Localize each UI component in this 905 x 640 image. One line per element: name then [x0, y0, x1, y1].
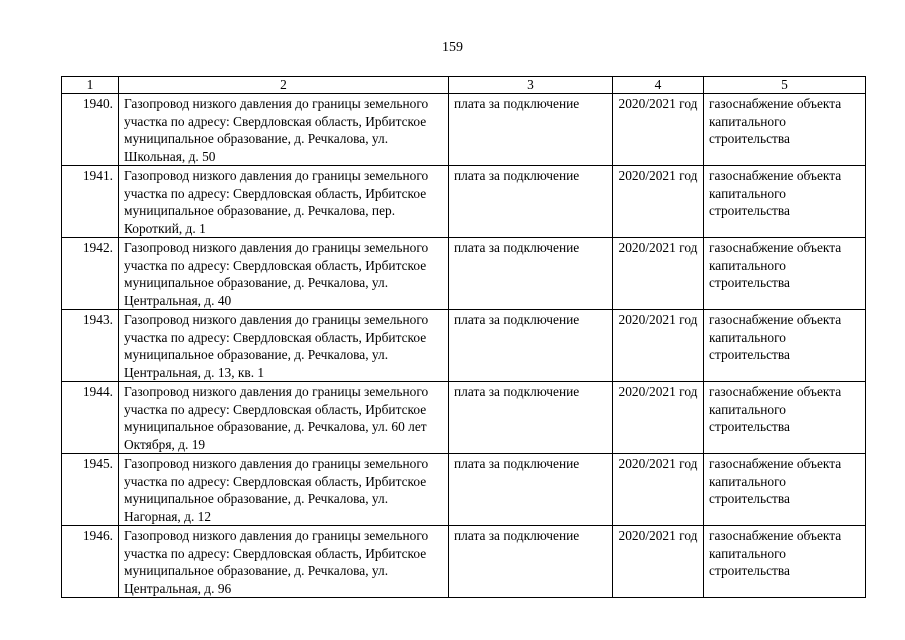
- object-description: Газопровод низкого давления до границы земельного участка по адресу: Свердловская область, Ирбитское муниципальное образование, д. Речкалова, ул. Центральная, д. 13, кв. 1: [119, 310, 449, 382]
- purpose: газоснабжение объекта капитального строительства: [704, 310, 866, 382]
- table-header: [62, 77, 866, 94]
- fee-type: плата за подключение: [449, 454, 613, 526]
- object-description: Газопровод низкого давления до границы земельного участка по адресу: Свердловская область, Ирбитское муниципальное образование, д. Речкалова, ул. Школьная, д. 50: [119, 94, 449, 166]
- table-row: [62, 526, 866, 598]
- purpose: газоснабжение объекта капитального строительства: [704, 94, 866, 166]
- purpose: газоснабжение объекта капитального строительства: [704, 526, 866, 598]
- table-row: [62, 454, 866, 526]
- column-header-3: 3: [449, 77, 613, 94]
- period: 2020/2021 год: [613, 166, 704, 238]
- table-row: [62, 310, 866, 382]
- row-number: 1942.: [62, 238, 119, 310]
- object-description: Газопровод низкого давления до границы земельного участка по адресу: Свердловская область, Ирбитское муниципальное образование, д. Речкалова, ул. Центральная, д. 96: [119, 526, 449, 598]
- object-description: Газопровод низкого давления до границы земельного участка по адресу: Свердловская область, Ирбитское муниципальное образование, д. Речкалова, ул. 60 лет Октября, д. 19: [119, 382, 449, 454]
- object-description: Газопровод низкого давления до границы земельного участка по адресу: Свердловская область, Ирбитское муниципальное образование, д. Речкалова, ул. Нагорная, д. 12: [119, 454, 449, 526]
- purpose: газоснабжение объекта капитального строительства: [704, 454, 866, 526]
- fee-type: плата за подключение: [449, 166, 613, 238]
- column-header-1: 1: [62, 77, 119, 94]
- fee-type: плата за подключение: [449, 382, 613, 454]
- table-row: [62, 94, 866, 166]
- fee-type: плата за подключение: [449, 526, 613, 598]
- register-table: [61, 76, 866, 598]
- row-number: 1943.: [62, 310, 119, 382]
- row-number: 1940.: [62, 94, 119, 166]
- period: 2020/2021 год: [613, 382, 704, 454]
- purpose: газоснабжение объекта капитального строительства: [704, 166, 866, 238]
- period: 2020/2021 год: [613, 310, 704, 382]
- column-header-4: 4: [613, 77, 704, 94]
- purpose: газоснабжение объекта капитального строительства: [704, 382, 866, 454]
- period: 2020/2021 год: [613, 238, 704, 310]
- page-number: 159: [442, 40, 463, 55]
- fee-type: плата за подключение: [449, 310, 613, 382]
- row-number: 1941.: [62, 166, 119, 238]
- period: 2020/2021 год: [613, 526, 704, 598]
- object-description: Газопровод низкого давления до границы земельного участка по адресу: Свердловская область, Ирбитское муниципальное образование, д. Речкалова, ул. Центральная, д. 40: [119, 238, 449, 310]
- period: 2020/2021 год: [613, 454, 704, 526]
- column-header-2: 2: [119, 77, 449, 94]
- table-row: [62, 382, 866, 454]
- table-row: [62, 166, 866, 238]
- header-row: [62, 77, 866, 94]
- row-number: 1945.: [62, 454, 119, 526]
- column-header-5: 5: [704, 77, 866, 94]
- object-description: Газопровод низкого давления до границы земельного участка по адресу: Свердловская область, Ирбитское муниципальное образование, д. Речкалова, пер. Короткий, д. 1: [119, 166, 449, 238]
- row-number: 1944.: [62, 382, 119, 454]
- table-row: [62, 238, 866, 310]
- fee-type: плата за подключение: [449, 94, 613, 166]
- fee-type: плата за подключение: [449, 238, 613, 310]
- period: 2020/2021 год: [613, 94, 704, 166]
- row-number: 1946.: [62, 526, 119, 598]
- table-body: [62, 94, 866, 598]
- purpose: газоснабжение объекта капитального строительства: [704, 238, 866, 310]
